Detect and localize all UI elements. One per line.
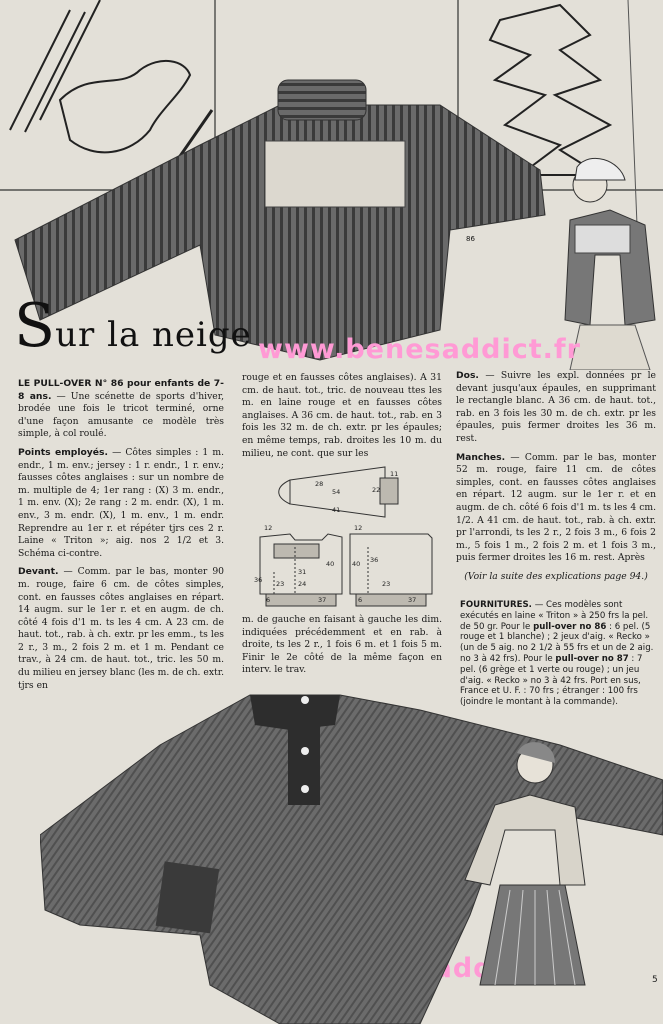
back-dim-3: 40 <box>352 560 361 568</box>
dos-title: Dos. <box>456 370 479 381</box>
pattern-schematic <box>250 462 450 614</box>
back-dim-5: 37 <box>408 596 417 604</box>
back-dim-6: 6 <box>358 596 363 604</box>
manches-title: Manches. <box>456 451 506 463</box>
dos-text: — Suivre les expl. données pr le devant jusqu'aux épaules, en supprimant le rectangle blanc. A 36 cm. de haut. tot., rab. en 3 fois les 30 m. de ch. extr. pr les épaules, puis fermer droites les 36 m. rest. <box>456 370 656 444</box>
page-number: 5 <box>652 975 658 985</box>
front-dim-1: 12 <box>264 524 273 532</box>
sweater-86-number: 86 <box>466 235 475 243</box>
col2-text-top: rouge et en fausses côtes anglaises). A 31 cm. de haut. tot., tric. de nouveau ttes les m. en laine rouge et en fausses côtes anglaises. A 36 cm. de haut. tot., rab. en 3 fois les 32 m. de ch. extr. pr les épaules; en même temps, rab. droites les 10 m. du milieu, ne cont. que sur les <box>242 372 442 459</box>
front-dim-7: 24 <box>298 580 307 588</box>
pullover-86-intro: — Une scénette de sports d'hiver, brodée une fois le tricot terminé, orne d'une façon amusante ce modèle très simple, à col roulé. <box>18 390 224 440</box>
sleeve-dim-3: 54 <box>332 488 341 496</box>
col2-text-bottom: m. de gauche en faisant à gauche les dim. indiquées précédemment et en rab. à droite, ts les 2 r., 1 fois 6 m. et 1 fois 5 m. Finir le 2e côté de la même façon en interv. le trav. <box>242 614 442 676</box>
front-dim-8: 6 <box>266 596 271 604</box>
column-1 <box>18 378 224 698</box>
fournitures-text-2: : 6 pel. (5 rouge et 1 blanche) ; 2 jeux d'aig. « Recko » (un de 5 aig. no 2 1/2 à 55 frs et un de 2 aig. no 3 à 42 frs). Pour le <box>460 621 654 664</box>
fournitures-pull87: pull-over no 87 <box>555 653 629 664</box>
column-2-bottom <box>242 614 442 683</box>
manches-text: — Comm. par le bas, monter 52 m. rouge, faire 11 cm. de côtes simples, cont. en fausses côtes anglaises en répart. 12 augm. sur le 1er r. et en augm. de ch. côté 6 fois d'1 m. ts les 4 cm. 1/2. A 41 cm. de haut. tot., rab. à ch. extr. pr l'arrondi, ts les 2 r., 2 fois 3 m., 6 fois 2 m., 5 fois 1 m., 2 fois 2 m. et 1 fois 3 m., puis fermer droites les 16 m. rest. Après <box>456 451 656 564</box>
back-dim-1: 12 <box>354 524 363 532</box>
page-heading <box>14 291 252 361</box>
sleeve-dim-1: 11 <box>390 470 399 478</box>
voir-suite: (Voir la suite des explications page 94.) <box>464 570 648 582</box>
fournitures-pull86: pull-over no 86 <box>533 621 607 632</box>
front-dim-2: 36 <box>254 576 263 584</box>
sleeve-dim-5: 22 <box>372 486 381 494</box>
heading-initial: S <box>14 291 56 361</box>
watermark-top: www.benesaddict.fr <box>258 334 581 365</box>
column-2 <box>242 372 442 466</box>
girl-illustration-bottom <box>455 735 605 1000</box>
sleeve-dim-2: 28 <box>315 480 324 488</box>
pullover-86-title: LE PULL-OVER N° 86 pour enfants de 7-8 ans. <box>18 378 224 402</box>
fournitures-text-3: : 7 pel. (6 grège et 1 verte ou rouge) ; un jeu d'aig. « Recko » no 3 à 42 frs. Port en sus, France et U. F. : 70 frs ; étranger : 100 frs (joindre le montant à la commande). <box>460 653 643 708</box>
front-dim-4: 23 <box>276 580 285 588</box>
heading-rest: ur la neige <box>55 315 252 355</box>
devant-title: Devant. <box>18 566 59 578</box>
devant-text: — Comm. par le bas, monter 90 m. rouge, faire 6 cm. de côtes simples, cont. en fausses côtes anglaises en répart. 14 augm. sur le 1er r. et en augm. de ch. côté 4 fois d'1 m. ts les 4 cm. A 23 cm. de haut. tot., rab. à ch. extr. pr les emm., ts les 2 r., 3 m., 2 fois 2 m. et 1 m. Pendant ce trav., à 24 cm. de haut. tot., tric. les 50 m. du milieu en jersey blanc (les m. de ch. extr. tjrs en <box>18 566 225 691</box>
fournitures-title: FOURNITURES. <box>460 600 532 610</box>
front-dim-5: 37 <box>318 596 327 604</box>
points-title: Points employés. <box>18 446 108 458</box>
fournitures-text-1: — Ces modèles sont exécutés en laine « Triton » à 250 frs la pel. de 50 gr. Pour le <box>460 600 649 632</box>
front-dim-3: 40 <box>326 560 335 568</box>
back-dim-2: 36 <box>370 556 379 564</box>
column-3 <box>456 370 656 590</box>
front-dim-6: 31 <box>298 568 307 576</box>
sleeve-dim-4: 41 <box>332 506 341 514</box>
back-dim-4: 23 <box>382 580 391 588</box>
points-text: — Côtes simples : 1 m. endr., 1 m. env.; jersey : 1 r. endr., 1 r. env.; fausses côtes anglaises : sur un nombre de m. multiple de 4; 1er rang : (X) 3 m. endr., 1 m. env. (X); 2e rang : 2 m. endr. (X), 1 m. env., 3 m. endr. (X), 1 m. env., 1 m. endr. Reprendre au 1er r. et répéter tjrs ces 2 r. Laine « Triton »; aig. nos 2 1/2 et 3. Schéma ci-contre. <box>18 446 224 559</box>
